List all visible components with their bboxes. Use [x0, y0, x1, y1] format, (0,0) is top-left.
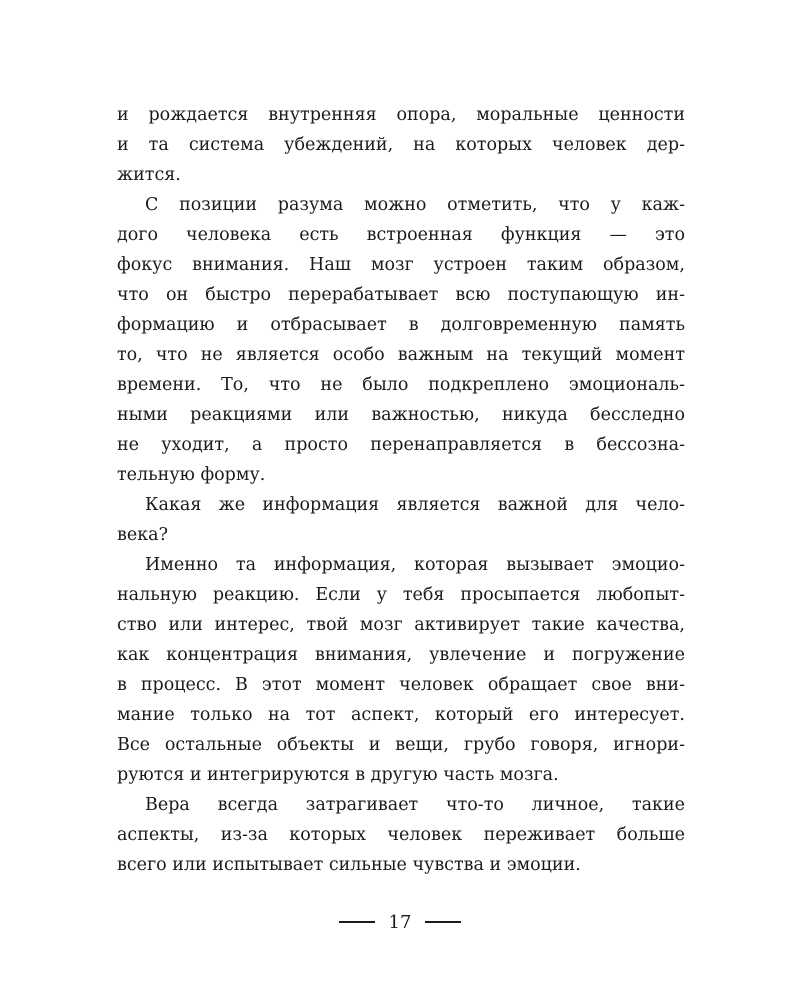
text-line: руются и интегрируются в другую часть мозга.	[117, 765, 559, 785]
paragraph-first-line: Вера всегда затрагивает что-то личное, такие	[145, 795, 685, 815]
text-line: ство или интерес, твой мозг активирует такие качества,	[117, 615, 685, 635]
text-line: фокус внимания. Наш мозг устроен таким образом,	[117, 255, 685, 275]
body-text	[117, 100, 685, 880]
text-line: мание только на тот аспект, который его интересует.	[117, 705, 685, 725]
text-line: как концентрация внимания, увлечение и погружение	[117, 645, 685, 665]
left-rule	[339, 921, 375, 923]
text-line: то, что не является особо важным на текущий момент	[117, 345, 685, 365]
text-line: времени. То, что не было подкреплено эмоциональ-	[117, 375, 685, 395]
text-line: не уходит, а просто перенаправляется в бессозна-	[117, 435, 685, 455]
text-line: всего или испытывает сильные чувства и эмоции.	[117, 855, 581, 875]
paragraph-first-line: С позиции разума можно отметить, что у каж-	[145, 195, 685, 215]
paragraph-first-line: Какая же информация является важной для чело-	[145, 495, 685, 515]
paragraph-first-line: Именно та информация, которая вызывает эмоцио-	[145, 555, 685, 575]
text-line: ными реакциями или важностью, никуда бесследно	[117, 405, 685, 425]
text-line: Все остальные объекты и вещи, грубо говоря, игнори-	[117, 735, 685, 755]
text-line: жится.	[117, 165, 181, 185]
page-number: 17	[388, 911, 412, 933]
text-line: что он быстро перерабатывает всю поступающую ин-	[117, 285, 685, 305]
text-line: века?	[117, 525, 168, 545]
text-line: дого человека есть встроенная функция — это	[117, 225, 685, 245]
text-line: тельную форму.	[117, 465, 266, 485]
text-line: и та система убеждений, на которых человек дер-	[117, 135, 685, 155]
right-rule	[425, 921, 461, 923]
text-line: нальную реакцию. Если у тебя просыпается любопыт-	[117, 585, 685, 605]
text-line: формацию и отбрасывает в долговременную память	[117, 315, 685, 335]
text-line: аспекты, из-за которых человек переживает больше	[117, 825, 685, 845]
text-line: в процесс. В этот момент человек обращает свое вни-	[117, 675, 685, 695]
page-footer	[0, 905, 800, 939]
text-line: и рождается внутренняя опора, моральные ценности	[117, 105, 685, 125]
